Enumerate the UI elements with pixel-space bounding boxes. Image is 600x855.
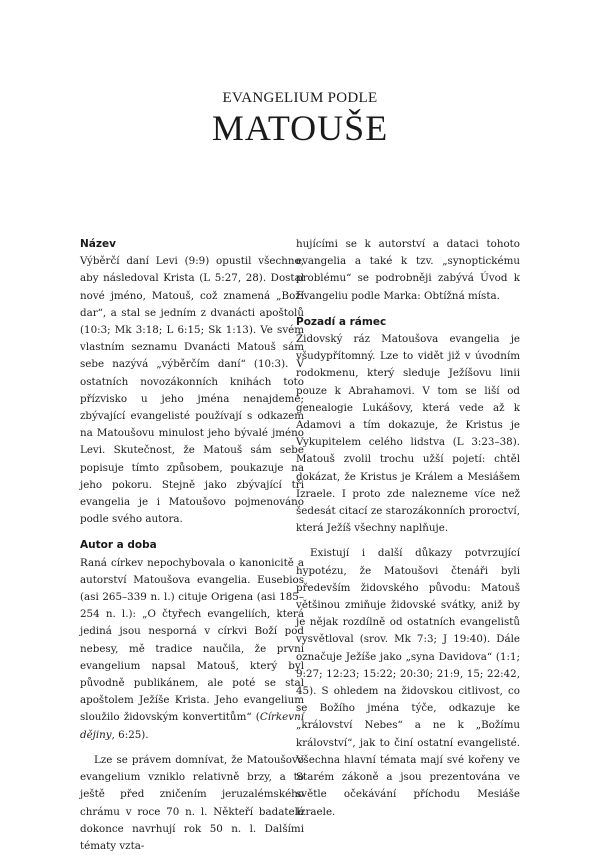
left-column: [80, 236, 304, 855]
autor-paragraph-1: [80, 555, 304, 744]
chapter-title-block: [0, 90, 600, 148]
section-heading-pozadi: Pozadí a rámec: [296, 315, 387, 328]
autor-p1-end: , 6:25).: [111, 728, 149, 741]
autor-paragraph-2: Lze se právem domnívat, že Matoušovo evangelium vzniklo relativně brzy, a to ještě před zničením jeruzalémského chrámu v roce 70 n. l. Někteří badatelé dokonce navrhují rok 50 n. l. Dalšími tématy vzta-: [80, 753, 304, 852]
chapter-title: MATOUŠE: [211, 108, 389, 148]
continued-paragraph: hujícími se k autorství a dataci tohoto evangelia a také k tzv. „synoptickému problému“ se podrobněji zabývá Úvod k Evangeliu podle Marka: Obtížná místa.: [296, 238, 520, 302]
pozadi-paragraph-2: Existují i další důkazy potvrzující hypotézu, že Matoušovi čtenáři byli především židovského původu: Matouš většinou zmiňuje židovské svátky, aniž by je nějak rozdílně od ostatních evangelistů vysvětloval (srov. Mk 7:3; J 19:40). Dále označuje Ježíše jako „syna Davidova“ (1:1; 9:27; 12:23; 15:22; 20:30; 21:9, 15; 22:42, 45). S ohledem na židovskou citlivost, co se Božího jména týče, odkazuje ke „království Nebes“ a ne k „Božímu království“, jak to činí ostatní evangelisté. Všechna hlavní témata mají své kořeny ve Starém zákoně a jsou prezentována ve světle očekávání příchodu Mesiáše Izraele.: [296, 547, 520, 818]
right-column: [296, 236, 520, 821]
autor-p1-text: Raná církev nepochybovala o kanonicitě a autorství Matoušova evangelia. Eusebios (asi 265–339 n. l.) cituje Origena (asi 185–254 n. l.): „O čtyřech evangeliích, která jediná jsou nesporná v církvi Boží pod nebesy, mě tradice naučila, že první evangelium napsal Matouš, který byl původně publikánem, ale poté se stal apoštolem Ježíše Krista. Jeho evangelium sloužilo židovským konvertitům“ (: [80, 556, 304, 724]
chapter-subtitle: EVANGELIUM PODLE: [222, 90, 378, 106]
section-heading-autor: Autor a doba: [80, 539, 157, 552]
pozadi-paragraph-1: Židovský ráz Matoušova evangelia je všudypřítomný. Lze to vidět již v úvodním rodokmenu, který sleduje Ježíšovu linii pouze k Abrahamovi. V tom se liší od genealogie Lukášovy, která vede až k Adamovi a tím dokazuje, že Kristus je Vykupitelem celého lidstva (L 3:23–38). Matouš zvolil trochu užší pojetí: chtěl dokázat, že Kristus je Králem a Mesiášem Izraele. I proto zde nalezneme více než šedesát citací ze starozákonních proroctví, která Ježíš všechny naplňuje.: [296, 333, 520, 535]
citation-title: Církevní dějiny: [80, 711, 304, 741]
nazev-paragraph: Výběrčí daní Levi (9:9) opustil všechno, aby následoval Krista (L 5:27, 28). Dostal nové jméno, Matouš, což znamená „Boží dar“, a stal se jedním z dvanácti apoštolů (10:3; Mk 3:18; L 6:15; Sk 1:13). Ve svém vlastním seznamu Dvanácti Matouš sám sebe nazývá „výběrčím daní“ (10:3). V ostatních novozákonních knihách toto přízvisko u jeho jména nenajdeme; zbývající evangelisté používají s odkazem na Matoušovu minulost jeho bývalé jméno Levi. Skutečnost, že Matouš sám sebe popisuje tímto způsobem, poukazuje na jeho pokoru. Stejně jako zbývající tři evangelia je i Matoušovo pojmenováno podle svého autora.: [80, 255, 304, 526]
section-heading-nazev: Název: [80, 238, 116, 250]
